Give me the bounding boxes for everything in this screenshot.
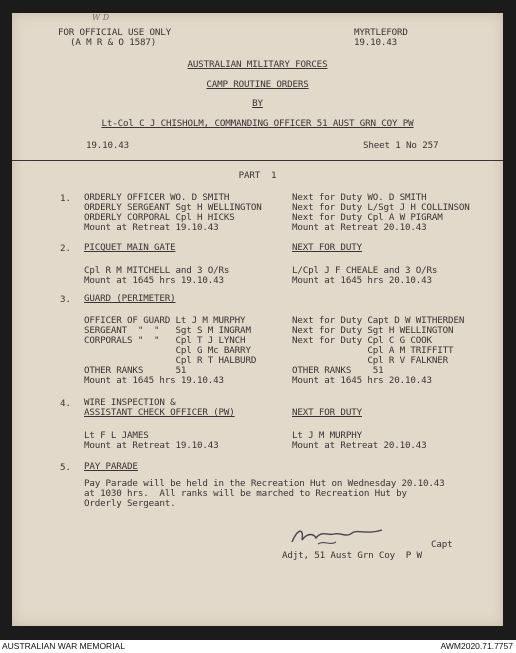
- item1-right-line: Next for Duty Cpl A W PIGRAM: [292, 212, 443, 223]
- author-line: Lt-Col C J CHISHOLM, COMMANDING OFFICER 51 AUST GRN COY PW: [101, 118, 414, 129]
- item3-left-line: OTHER RANKS 51: [84, 365, 187, 376]
- item4-right-line: Mount at Retreat 20.10.43: [292, 440, 427, 451]
- item4-heading: ASSISTANT CHECK OFFICER (PW): [84, 407, 235, 418]
- header-date: 19.10.43: [354, 37, 398, 48]
- handwritten-signature: [288, 522, 388, 550]
- force-title: AUSTRALIAN MILITARY FORCES: [187, 59, 328, 70]
- item3-right-line: Cpl A M TRIFFITT: [292, 345, 454, 356]
- item3-left-line: Mount at 1645 hrs 19.10.43: [84, 375, 224, 386]
- separator-rule: [12, 160, 503, 161]
- item2-left-line: Mount at 1645 hrs 19.10.43: [84, 275, 224, 286]
- item5-heading: PAY PARADE: [84, 461, 138, 472]
- item-number: 5.: [60, 462, 71, 473]
- order-date: 19.10.43: [86, 140, 130, 151]
- item2-heading: PICQUET MAIN GATE: [84, 242, 176, 253]
- item3-heading: GUARD (PERIMETER): [84, 293, 176, 304]
- item2-right-line: L/Cpl J F CHEALE and 3 O/Rs: [292, 265, 438, 276]
- item3-left-line: Cpl G Mc BARRY: [84, 345, 251, 356]
- item4-heading: WIRE INSPECTION &: [84, 397, 176, 408]
- item3-right-line: OTHER RANKS 51: [292, 365, 384, 376]
- part-heading: PART 1: [238, 170, 277, 181]
- footer-source: AUSTRALIAN WAR MEMORIAL: [2, 641, 125, 651]
- item4-left-line: Lt F L JAMES: [84, 430, 149, 441]
- item-number: 2.: [60, 243, 71, 254]
- place-label: MYRTLEFORD: [354, 27, 408, 38]
- item3-right-line: Next for Duty Capt D W WITHERDEN: [292, 315, 465, 326]
- item1-right-line: Next for Duty WO. D SMITH: [292, 192, 427, 203]
- item3-left-line: CORPORALS " " Cpl T J LYNCH: [84, 335, 246, 346]
- item5-body-line: at 1030 hrs. All ranks will be marched to Recreation Hut by: [84, 488, 407, 499]
- item3-right-line: Next for Duty Cpl C G COOK: [292, 335, 432, 346]
- sheet-number: Sheet 1 No 257: [363, 140, 439, 151]
- orders-title: CAMP ROUTINE ORDERS: [206, 79, 309, 90]
- signature-line: Adjt, 51 Aust Grn Coy P W: [282, 550, 422, 561]
- item-number: 1.: [60, 193, 71, 204]
- item4-right-line: Lt J M MURPHY: [292, 430, 362, 441]
- item2-right-line: Mount at 1645 hrs 20.10.43: [292, 275, 432, 286]
- item-number: 4.: [60, 398, 71, 409]
- official-use-label: FOR OFFICIAL USE ONLY: [58, 27, 172, 38]
- footer-accession: AWM2020.71.7757: [440, 641, 513, 651]
- item1-right-line: Mount at Retreat 20.10.43: [292, 222, 427, 233]
- item4-left-line: Mount at Retreat 19.10.43: [84, 440, 219, 451]
- item2-left-line: Cpl R M MITCHELL and 3 O/Rs: [84, 265, 230, 276]
- item1-left-line: ORDERLY OFFICER WO. D SMITH: [84, 192, 230, 203]
- item1-left-line: ORDERLY SERGEANT Sgt H WELLINGTON: [84, 202, 262, 213]
- item4-next-heading: NEXT FOR DUTY: [292, 407, 362, 418]
- handwritten-note: W D: [92, 13, 110, 22]
- footer-bar: [0, 640, 516, 653]
- signature-rank: Capt: [431, 539, 453, 550]
- item3-left-line: Cpl R T HALBURD: [84, 355, 257, 366]
- item1-left-line: ORDERLY CORPORAL Cpl H HICKS: [84, 212, 235, 223]
- item2-next-heading: NEXT FOR DUTY: [292, 242, 362, 253]
- item1-right-line: Next for Duty L/Sgt J H COLLINSON: [292, 202, 470, 213]
- item3-right-line: Cpl R V FALKNER: [292, 355, 449, 366]
- item5-body-line: Pay Parade will be held in the Recreation Hut on Wednesday 20.10.43: [84, 478, 445, 489]
- by-label: BY: [252, 98, 263, 109]
- item3-left-line: OFFICER OF GUARD Lt J M MURPHY: [84, 315, 246, 326]
- item1-left-line: Mount at Retreat 19.10.43: [84, 222, 219, 233]
- document-page: [12, 13, 503, 626]
- item3-right-line: Next for Duty Sgt H WELLINGTON: [292, 325, 454, 336]
- item5-body-line: Orderly Sergeant.: [84, 498, 176, 509]
- item3-right-line: Mount at 1645 hrs 20.10.43: [292, 375, 432, 386]
- item3-left-line: SERGEANT " " Sgt S M INGRAM: [84, 325, 251, 336]
- reference-code: (A M R & O 1587): [70, 37, 157, 48]
- item-number: 3.: [60, 294, 71, 305]
